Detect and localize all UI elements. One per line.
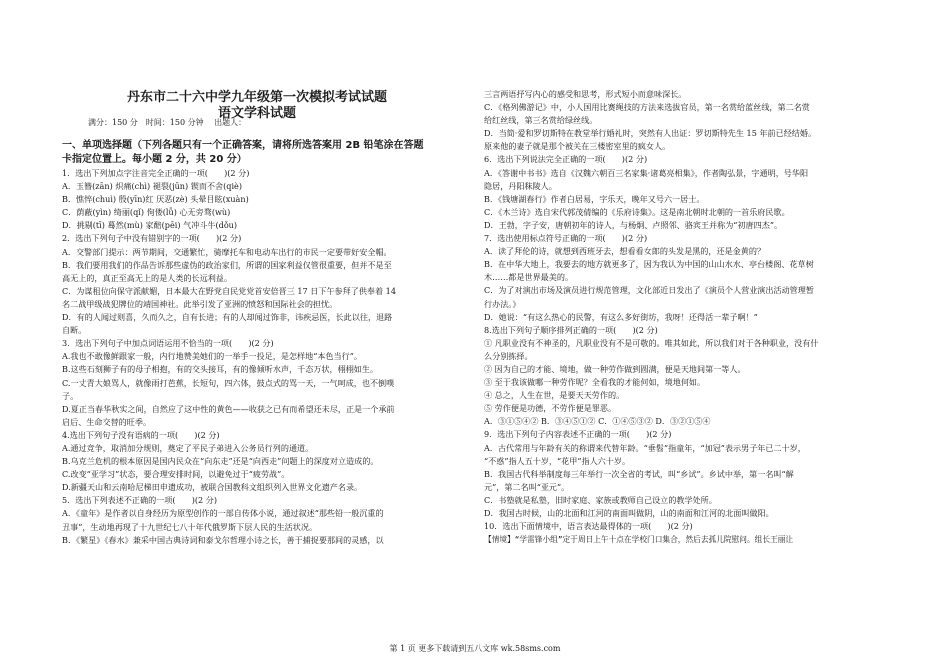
- text-line: 10．选出下面情境中，语言表达最得体的一项( )(2 分): [484, 521, 693, 532]
- text-line: 2．选出下列句子中没有错别字的一项( )(2 分): [62, 233, 242, 244]
- text-line: 么分别拣择。: [484, 350, 533, 361]
- text-line: B．《钱塘湖春行》作者白居易，字乐天，晚年又号六一居士。: [484, 193, 705, 204]
- text-line: B．《繁星》《春水》兼采中国古典诗词和泰戈尔哲理小诗之长，善于捕捉要那间的灵感，以: [62, 534, 384, 545]
- text-line: ⑤ 劳作便是功德，不劳作便是罪恶。: [484, 403, 617, 414]
- text-line: D．她说：“有这么热心的民警，有这么多好街坊，我呀！还得活一辈子啊！”: [484, 311, 758, 322]
- text-line: 高无上的，真正至高无上的是人类的长远利益。: [62, 272, 232, 283]
- text-line: 三言两语抒写内心的感受和思考，形式短小而意味深长。: [484, 89, 687, 99]
- text-line: “不惑”指人五十岁，“花甲”指人六十岁。: [484, 455, 631, 466]
- text-line: ② 因为自己的才能、境地，做一种劳作做到圆满，便是天地间第一等人。: [484, 363, 746, 374]
- text-line: D．当简·爱和罗切斯特在教堂举行婚礼时，突然有人出证：罗切斯特先生 15 年前已经结婚。: [484, 128, 817, 139]
- text-line: D．挑剔(tī) 蓦然(mù) 家醅(pēi) 气冲斗牛(dǒu): [62, 220, 238, 231]
- text-line: 5．选出下列表述不正确的一项( )(2 分): [62, 495, 218, 506]
- text-line: 9．选出下列句子内容表述不正确的一项( )(2 分): [484, 429, 672, 440]
- text-line: 启后、生命交替的旺季。: [62, 416, 152, 427]
- text-line: A.我也不敢像鲜跟家一般，内行地赞美她们的一举手一投足，是怎样地“本色当行”。: [62, 351, 362, 362]
- text-line: C．为了对演出市场及演员进行规范管理，文化部近日发出了《演员个人营业演出活动管理暂: [484, 285, 814, 296]
- text-line: A．古代常用与年龄有关的称谓来代替年龄。“垂髫”指童年，“加冠”表示男子年已二十岁，: [484, 442, 806, 453]
- text-line: B．我国古代科举制度每三年举行一次全省的考试，叫“乡试”。乡试中举，第一名叫“解: [484, 468, 794, 479]
- text-line: D．我国古时候，山的北面和江河的南面叫做阴，山的南面和江河的北面叫做阳。: [484, 508, 774, 518]
- text-line: A.通过竞争，取消加分规则，奠定了平民子弟进入公务员行列的通道。: [62, 442, 314, 453]
- text-line: D.新疆天山和云南哈尼梯田申遗成功，被联合国教科文组织列入世界文化遗产名录。: [62, 482, 363, 493]
- text-line: 行办法。》: [484, 298, 521, 309]
- text-line: 名二战甲级战犯牌位的靖国神社。此举引发了亚洲的愤怒和国际社会的担忧。: [62, 298, 338, 309]
- text-line: C.一丈青大娘骂人，就像雨打芭蕉，长短句，四六体，鼓点式的骂一天，一气呵成，也不倒噗: [62, 377, 395, 388]
- text-line: C．《格列佛游记》中，小人国用比赛绳技的方法来选拔官员，第一名赏给蓝丝线，第二名赏: [484, 102, 810, 113]
- section-heading: 卡指定位置上。每小题 2 分，共 20 分）: [62, 154, 247, 165]
- text-line: ① 凡职业没有不神圣的，凡职业没有不是可敬的。唯其如此，所以我们对于各种职业，没有什: [484, 337, 819, 348]
- text-line: D．有的人闻过则喜，久而久之，自有长进；有的人却闻过饰非，讳疾忌医，长此以往，退路: [62, 312, 393, 323]
- exam-meta: 满分：150 分 时间：150 分钟 出题人：: [88, 118, 247, 127]
- text-line: A．交警部门提示：两节期间，交通繁忙，骑摩托车和电动车出行的市民一定要带好安全帽。: [62, 246, 392, 257]
- text-line: 【情境】“学雷锋小组”定于周日上午十点在学校门口集合，然后去孤儿院慰问。组长王丽让: [484, 535, 794, 545]
- text-line: 1．选出下列加点字注音完全正确的一项( )(2 分): [62, 168, 250, 178]
- text-line: D.夏正当春华秋实之间，自然应了这中性的黄色——收获之已有而希望还未尽，正是一个承前: [62, 403, 395, 414]
- text-line: 隐居，丹阳秣陵人。: [484, 180, 557, 191]
- text-line: B．我们要用我们的作品告诉那些虚伪的政治家们，所谓的国家利益仅管很重要，但并不是至: [62, 259, 392, 270]
- text-line: 子。: [62, 390, 79, 401]
- text-line: A．《答谢中书书》选自《汉魏六朝百三名家集·诸葛亮相集》，作者陶弘景，字通明，号华阳: [484, 167, 809, 178]
- text-line: 木……都是世界最美的。: [484, 272, 574, 283]
- text-line: 原来他的妻子就是那个被关在三楼密室里的疯女人。: [484, 141, 671, 152]
- text-line: 6．选出下列说法完全正确的一项( )(2 分): [484, 154, 648, 165]
- left-column: [62, 139, 467, 547]
- text-line: D．王勃，字子安，唐朝初年的诗人，与杨炯、卢照邻、骆宾王并称为“初唐四杰”。: [484, 219, 783, 230]
- text-line: 丑事”，生动地再现了十九世纪七八十年代俄罗斯下层人民的生活状况。: [62, 521, 318, 532]
- text-line: A．玉簪(zān) 炽痛(chì) 褪裂(jūn) 锲而不舍(qiè): [62, 181, 242, 192]
- section-heading: 一、单项选择题（下列各题只有一个正确答案，请将所选答案用 2B 铅笔涂在答题: [62, 140, 424, 151]
- text-line: A．《童年》是作者以自身经历为原型创作的一部自传体小说，通过叙述“那些铅一般沉重的: [62, 508, 384, 519]
- text-line: B.这些石刻狮子有的母子相抱，有的交头接耳，有的像倾听水声，千态万状，栩栩如生。: [62, 364, 379, 375]
- text-line: ④ 总之，人生在世，是要天天劳作的。: [484, 390, 625, 401]
- text-line: 8.选出下列句子顺序排列正确的一项( )(2 分): [484, 324, 658, 335]
- text-line: C．《木兰诗》选自宋代郭茂倩编的《乐府诗集》。这是南北朝时北朝的一首乐府民歌。: [484, 206, 790, 217]
- text-line: B．憔悴(chuì) 殷(yīn)红 厌恶(zè) 头晕目眩(xuàn): [62, 194, 249, 205]
- right-column: [484, 88, 896, 546]
- text-line: 7．选出使用标点符号正确的一项( )(2 分): [484, 233, 648, 244]
- text-line: 元”，第二名叫“亚元”。: [484, 481, 570, 492]
- text-line: A．③①⑤④② B．③④⑤①② C．①④⑤③② D．③②①⑤④: [484, 416, 711, 427]
- exam-subtitle: 语文学科试题: [217, 106, 296, 121]
- text-line: C．书塾就是私塾，旧时家庭、家族或教师自己设立的教学处所。: [484, 494, 717, 505]
- text-line: 4.选出下列句子没有语病的一项( )(2 分): [62, 429, 220, 440]
- text-line: ③ 至于我该做哪一种劳作呢？全看我的才能何如，境地何如。: [484, 377, 706, 388]
- text-line: B.乌克兰危机的根本原因是国内民众在“向东走”还是“向西走”问题上的深度对立造成的。: [62, 456, 379, 467]
- text-line: 给红丝线，第三名赏给绿丝线。: [484, 115, 598, 126]
- text-line: A．读了拜伦的诗，就想到西班牙去，想看看女郎的头发是黑的，还是金黄的？: [484, 246, 766, 257]
- exam-title: 丹东市二十六中学九年级第一次模拟考试试题: [126, 90, 387, 105]
- page-footer: 第 1 页 更多下载请到五八文库 wk.58sms.com: [389, 644, 561, 653]
- text-line: C．为谋租位向保守派献媚，日本最大在野党自民党党首安倍晋三 17 日下午参拜了供奉着 14: [62, 285, 396, 296]
- text-line: B．在中华大地上，我要去的地方就更多了，因为我认为中国的山山水水、亭台楼阁、花草树: [484, 259, 814, 270]
- text-line: C.改变“亚学习”状态，要合理安排时间，以避免过于“疲劳战”。: [62, 469, 290, 480]
- text-line: 3．选出下列句子中加点词语运用不恰当的一项( )(2 分): [62, 338, 274, 349]
- text-line: C．荫蔽(yìn) 绮丽(qǐ) 佝偻(lǚ) 心无旁骛(wù): [62, 207, 231, 218]
- text-line: 自断。: [62, 325, 87, 336]
